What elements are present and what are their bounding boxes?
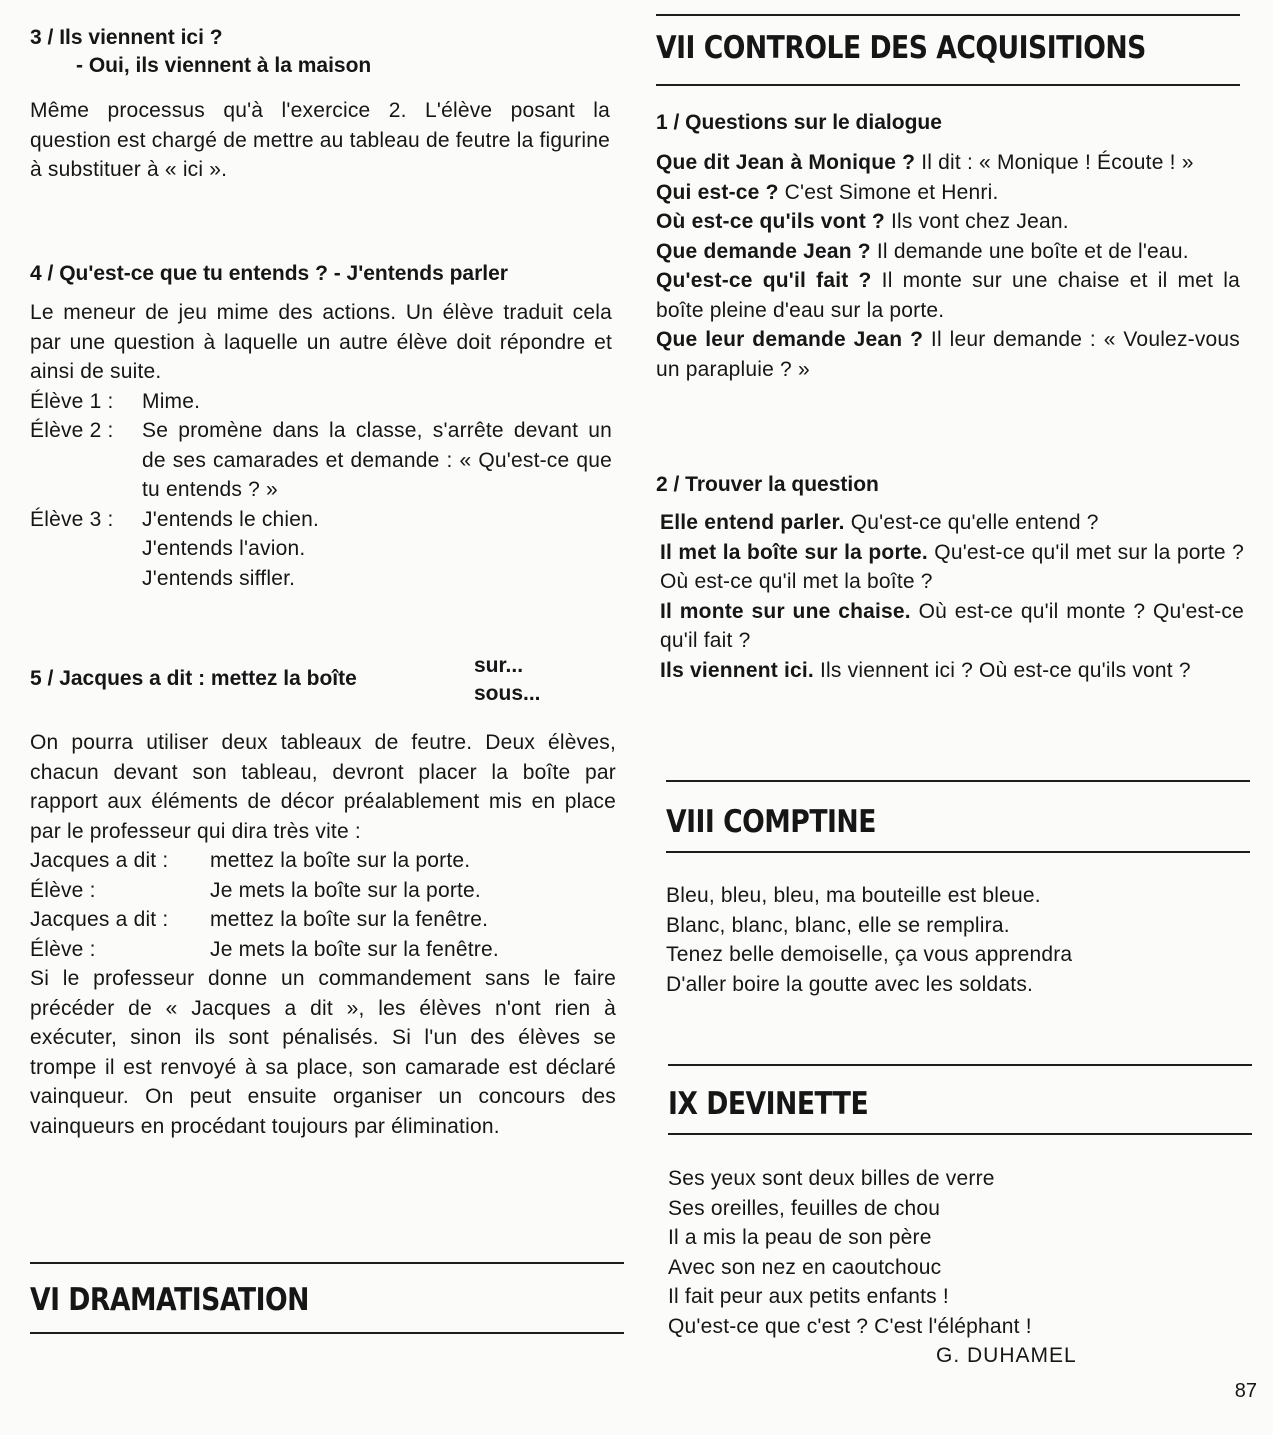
statement-text: Il monte sur une chaise. xyxy=(660,599,911,623)
devinette-text xyxy=(668,1164,1252,1371)
devinette-line: Qu'est-ce que c'est ? C'est l'éléphant ! xyxy=(668,1314,1032,1338)
questions-list xyxy=(656,148,1240,384)
exercise-5-row xyxy=(30,876,616,906)
exercise-4-number: 4 / xyxy=(30,262,54,285)
section-7-top-rule xyxy=(656,14,1240,16)
exercise-5-content xyxy=(30,728,616,1141)
question-item xyxy=(656,325,1240,384)
row-text: mettez la boîte sur la fenêtre. xyxy=(210,908,489,931)
row-text: Je mets la boîte sur la fenêtre. xyxy=(210,937,499,961)
exercise-3-subtitle: - Oui, ils viennent à la maison xyxy=(76,54,372,77)
answer-text: Il monte sur une chaise et il met la boîte pleine d'eau sur la porte. xyxy=(656,269,1240,322)
section-9-title: IX DEVINETTE xyxy=(668,1086,869,1122)
answer-text: Il leur demande : « Voulez-vous un parapluie ? » xyxy=(656,328,1240,381)
question-item xyxy=(656,207,1240,237)
exercise-4-row xyxy=(30,387,612,417)
question-item xyxy=(656,148,1240,178)
question-text: Qu'est-ce qu'il fait ? xyxy=(656,269,872,292)
exercise-4-heading xyxy=(30,262,508,286)
answer-text: Ils vont chez Jean. xyxy=(891,210,1069,233)
find-question-item xyxy=(660,656,1244,686)
row-text: Mime. xyxy=(142,389,201,413)
questions-heading: 1 / Questions sur le dialogue xyxy=(656,111,942,134)
exercise-5-row xyxy=(30,846,616,876)
section-8-title: VIII COMPTINE xyxy=(666,804,876,840)
exercise-5-body-2: Si le professeur donne un commandement sans le faire précéder de « Jacques a dit », les élèves n'ont rien à exécuter, sinon ils sont pénalisés. Si l'un des élèves se trompe il est renvoyé à sa place, son camarade est déclaré vainqueur. On peut ensuite organiser un concours des vainqueurs en procédant toujours par élimination. xyxy=(30,967,616,1138)
section-6-top-rule xyxy=(30,1262,624,1264)
section-7-bottom-rule xyxy=(656,84,1240,86)
find-question-item xyxy=(660,508,1244,538)
question-answer-text: Qu'est-ce qu'il met sur la porte ? Où est-ce qu'il met la boîte ? xyxy=(660,540,1244,593)
section-8-top-rule xyxy=(666,780,1250,782)
exercise-4-extra-line: J'entends l'avion. xyxy=(142,537,306,560)
question-text: Qui est-ce ? xyxy=(656,180,779,204)
row-label: Élève 3 : xyxy=(30,507,114,531)
section-9-bottom-rule xyxy=(668,1133,1252,1135)
row-label: Élève 1 : xyxy=(30,389,114,413)
exercise-4-row xyxy=(30,505,612,535)
exercise-5-title: Jacques a dit : mettez la boîte xyxy=(59,667,357,690)
section-7-title: VII CONTROLE DES ACQUISITIONS xyxy=(656,30,1146,66)
find-question-heading: 2 / Trouver la question xyxy=(656,473,879,496)
exercise-5-row xyxy=(30,935,616,965)
comptine-line: Blanc, blanc, blanc, elle se remplira. xyxy=(666,913,1010,937)
find-question-list xyxy=(660,508,1244,685)
question-item xyxy=(656,266,1240,325)
devinette-line: Ses oreilles, feuilles de chou xyxy=(668,1196,941,1220)
exercise-5-heading xyxy=(30,667,357,691)
question-text: Que dit Jean à Monique ? xyxy=(656,151,916,174)
section-6-title: VI DRAMATISATION xyxy=(30,1282,309,1318)
question-item xyxy=(656,178,1240,208)
exercise-4-body: Le meneur de jeu mime des actions. Un élève traduit cela par une question à laquelle un autre élève doit répondre et ainsi de suite. xyxy=(30,301,612,383)
row-text: J'entends le chien. xyxy=(142,507,320,531)
devinette-line: Il a mis la peau de son père xyxy=(668,1226,932,1249)
devinette-line: Il fait peur aux petits enfants ! xyxy=(668,1285,949,1308)
section-8-bottom-rule xyxy=(666,851,1250,853)
row-label: Élève : xyxy=(30,878,96,902)
row-label: Élève : xyxy=(30,937,96,961)
question-item xyxy=(656,237,1240,267)
devinette-author: G. DUHAMEL xyxy=(936,1344,1077,1367)
exercise-3-number: 3 / xyxy=(30,26,54,49)
answer-text: C'est Simone et Henri. xyxy=(784,180,999,204)
exercise-4-content xyxy=(30,298,612,593)
devinette-line: Ses yeux sont deux billes de verre xyxy=(668,1167,995,1190)
comptine-text xyxy=(666,881,1250,999)
exercise-4-title: Qu'est-ce que tu entends ? - J'entends parler xyxy=(59,262,508,285)
question-answer-text: Qu'est-ce qu'elle entend ? xyxy=(850,511,1099,534)
find-question-item xyxy=(660,538,1244,597)
row-text: Se promène dans la classe, s'arrête devant un de ses camarades et demande : « Qu'est-ce que tu entends ? » xyxy=(142,419,612,501)
comptine-line: Tenez belle demoiselle, ça vous apprendra xyxy=(666,943,1073,966)
question-answer-text: Ils viennent ici ? Où est-ce qu'ils vont ? xyxy=(820,658,1191,682)
section-6-bottom-rule xyxy=(30,1332,624,1334)
row-label: Élève 2 : xyxy=(30,419,114,442)
comptine-line: D'aller boire la goutte avec les soldats. xyxy=(666,972,1034,996)
exercise-4-row xyxy=(30,416,612,505)
page-number: 87 xyxy=(1234,1380,1257,1402)
row-text: Je mets la boîte sur la porte. xyxy=(210,878,481,902)
statement-text: Il met la boîte sur la porte. xyxy=(660,540,928,564)
exercise-4-extra-line: J'entends siffler. xyxy=(142,566,296,590)
answer-text: Il demande une boîte et de l'eau. xyxy=(876,239,1189,263)
answer-text: Il dit : « Monique ! Écoute ! » xyxy=(921,151,1194,174)
exercise-5-body: On pourra utiliser deux tableaux de feutre. Deux élèves, chacun devant son tableau, devront placer la boîte par rapport aux éléments de décor préalablement mis en place par le professeur qui dira très vite : xyxy=(30,731,616,843)
row-label: Jacques a dit : xyxy=(30,849,169,872)
question-text: Où est-ce qu'ils vont ? xyxy=(656,210,885,233)
devinette-line: Avec son nez en caoutchouc xyxy=(668,1255,942,1279)
question-text: Que demande Jean ? xyxy=(656,239,871,263)
exercise-5-number: 5 / xyxy=(30,667,54,690)
row-label: Jacques a dit : xyxy=(30,908,169,931)
find-question-item xyxy=(660,597,1244,656)
exercise-3-heading xyxy=(30,26,223,50)
exercise-5-option-sous: sous... xyxy=(474,682,541,705)
comptine-line: Bleu, bleu, bleu, ma bouteille est bleue. xyxy=(666,884,1041,907)
statement-text: Ils viennent ici. xyxy=(660,658,814,682)
statement-text: Elle entend parler. xyxy=(660,511,845,534)
exercise-3-body: Même processus qu'à l'exercice 2. L'élève posant la question est chargé de mettre au tableau de feutre la figurine à substituer à « ici ». xyxy=(30,99,610,181)
section-9-top-rule xyxy=(668,1064,1252,1066)
exercise-5-option-sur: sur... xyxy=(474,654,524,677)
question-text: Que leur demande Jean ? xyxy=(656,328,924,351)
exercise-3-title: Ils viennent ici ? xyxy=(59,26,223,49)
question-answer-text: Où est-ce qu'il monte ? Qu'est-ce qu'il fait ? xyxy=(660,599,1244,652)
exercise-5-row xyxy=(30,905,616,935)
row-text: mettez la boîte sur la porte. xyxy=(210,849,471,872)
